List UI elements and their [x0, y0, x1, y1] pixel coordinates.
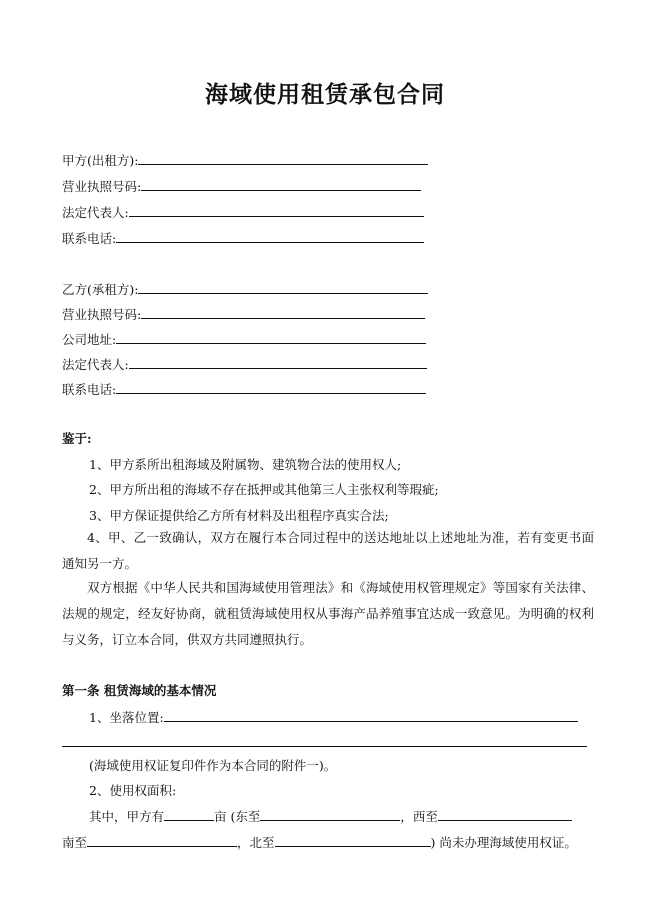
whereas-item-1: 1、甲方系所出租海域及附属物、建筑物合法的使用权人; — [89, 457, 402, 472]
location-label: 1、坐落位置: — [89, 710, 164, 725]
party-a-rep-blank[interactable] — [129, 203, 424, 217]
party-a-phone-blank[interactable] — [116, 229, 424, 243]
area-blank[interactable] — [164, 807, 214, 821]
area-tail: ) 尚未办理海域使用权证。 — [430, 835, 577, 850]
south-blank[interactable] — [87, 833, 237, 847]
party-b-rep-blank[interactable] — [129, 355, 427, 369]
east-blank[interactable] — [260, 807, 400, 821]
party-b-name-label: 乙方(承租方): — [62, 282, 139, 297]
party-b-license-label: 营业执照号码: — [62, 307, 142, 322]
area-unit: 亩 — [214, 809, 227, 824]
party-a-rep-line — [62, 203, 424, 222]
west-blank[interactable] — [438, 807, 572, 821]
party-b-phone-line — [62, 380, 426, 399]
area-line-2 — [62, 833, 577, 852]
party-b-rep-label: 法定代表人: — [62, 357, 129, 372]
location-line — [89, 708, 578, 727]
party-a-name-line — [62, 151, 428, 170]
party-b-name-line — [62, 280, 428, 299]
east-label: (东至 — [230, 809, 261, 824]
party-b-address-blank[interactable] — [116, 330, 426, 344]
north-blank[interactable] — [275, 833, 431, 847]
north-label: ，北至 — [237, 835, 275, 850]
party-a-license-label: 营业执照号码: — [62, 179, 142, 194]
attachment-note: (海域使用权证复印件作为本合同的附件一)。 — [89, 758, 337, 773]
area-line-1 — [89, 807, 572, 826]
party-b-phone-label: 联系电话: — [62, 382, 117, 397]
party-a-phone-line — [62, 229, 424, 248]
document-title: 海域使用租赁承包合同 — [205, 81, 445, 108]
party-a-phone-label: 联系电话: — [62, 231, 117, 246]
party-b-license-line — [62, 305, 425, 324]
party-a-name-blank[interactable] — [138, 151, 428, 165]
article-1-heading: 第一条 租赁海域的基本情况 — [62, 683, 217, 698]
location-blank-2[interactable] — [62, 733, 587, 747]
party-a-rep-label: 法定代表人: — [62, 205, 129, 220]
whereas-item-4: 4、甲、乙一致确认，双方在履行本合同过程中的送达地址以上述地址为准，若有变更书面通知另一方。 — [62, 530, 594, 571]
west-label: ，西至 — [400, 809, 438, 824]
party-b-rep-line — [62, 355, 427, 374]
party-b-address-label: 公司地址: — [62, 332, 117, 347]
party-b-license-blank[interactable] — [141, 305, 425, 319]
area-label: 2、使用权面积: — [89, 783, 177, 798]
whereas-item-2: 2、甲方所出租的海域不存在抵押或其他第三人主张权利等瑕疵; — [89, 482, 439, 497]
party-a-name-label: 甲方(出租方): — [62, 153, 139, 168]
whereas-item-3: 3、甲方保证提供给乙方所有材料及出租程序真实合法; — [89, 508, 389, 523]
party-b-address-line — [62, 330, 426, 349]
location-blank[interactable] — [164, 708, 578, 722]
south-label: 南至 — [62, 835, 88, 850]
whereas-heading: 鉴于: — [62, 431, 92, 446]
area-text: 其中，甲方有 — [89, 809, 165, 824]
whereas-paragraph: 双方根据《中华人民共和国海域使用管理法》和《海域使用权管理规定》等国家有关法律、法规的规定，经友好协商，就租赁海域使用权从事海产品养殖事宜达成一致意见。为明确的权利与义务，订立本合同，供双方共同遵照执行。 — [62, 580, 594, 647]
location-continuation-line — [62, 733, 587, 752]
party-a-license-line — [62, 177, 421, 196]
party-b-phone-blank[interactable] — [116, 380, 426, 394]
party-a-license-blank[interactable] — [141, 177, 421, 191]
party-b-name-blank[interactable] — [138, 280, 428, 294]
